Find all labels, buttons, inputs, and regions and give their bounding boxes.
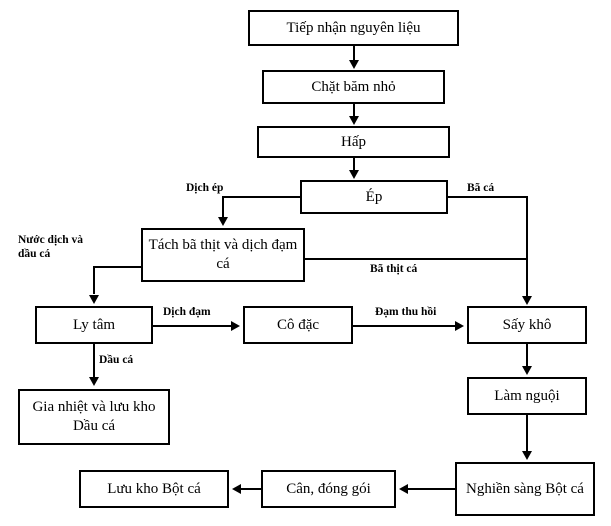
- node-label: Nghiền sàng Bột cá: [466, 480, 584, 497]
- arrowhead-n1-n2: [349, 60, 359, 69]
- connector-ep-baca-h: [446, 196, 528, 198]
- connector-baca-saykho-v: [526, 258, 528, 296]
- connector-baca-to-saykho-h: [300, 258, 528, 260]
- arrowhead-n5-lytam: [89, 295, 99, 304]
- node-label: Tách bã thịt và dịch đạm cá: [148, 237, 298, 272]
- node-label: Ly tâm: [72, 316, 116, 333]
- edge-label-dich-ep: Dịch ép: [186, 182, 224, 194]
- node-can-dong-goi: [261, 470, 396, 508]
- arrowhead-candonggoi-luukho: [232, 484, 241, 494]
- node-label: Cô đặc: [276, 316, 320, 333]
- arrowhead-lytam-codac: [231, 321, 240, 331]
- node-label: Lưu kho Bột cá: [107, 480, 201, 497]
- node-label: Gia nhiệt và lưu kho Dầu cá: [32, 399, 156, 434]
- edge-label-dich-dam: Dịch đạm: [163, 306, 211, 318]
- connector-lytam-codac: [153, 325, 231, 327]
- edge-label-nuoc-dich-va-dau-ca: Nước dịch và dầu cá: [18, 233, 96, 262]
- node-say-kho: [467, 306, 587, 344]
- connector-ep-baca-v: [526, 196, 528, 260]
- arrowhead-nghiensang-candonggoi: [399, 484, 408, 494]
- node-label: Tiếp nhận nguyên liệu: [286, 19, 421, 36]
- arrowhead-n2-n3: [349, 116, 359, 125]
- node-ly-tam: [35, 306, 153, 344]
- node-ep: [300, 180, 448, 214]
- node-hap: [257, 126, 450, 158]
- arrowhead-codac-saykho: [455, 321, 464, 331]
- arrowhead-baca-saykho: [522, 296, 532, 305]
- node-nghien-sang-bot-ca: [455, 462, 595, 516]
- node-gia-nhiet-va-luu-kho-dau-ca: [18, 389, 170, 445]
- node-luu-kho-bot-ca: [79, 470, 229, 508]
- connector-n5-lytam-v: [93, 266, 95, 294]
- arrowhead-n3-n4: [349, 170, 359, 179]
- edge-label-ba-ca: Bã cá: [467, 182, 495, 194]
- arrowhead-lamnguoi-nghiensang: [522, 451, 532, 460]
- arrowhead-saykho-lamnguoi: [522, 366, 532, 375]
- node-label: Sấy khô: [502, 316, 552, 333]
- connector-n5-lytam-h: [93, 266, 143, 268]
- connector-n1-n2: [353, 46, 355, 61]
- connector-lytam-gianhiet: [93, 344, 95, 377]
- arrowhead-lytam-gianhiet: [89, 377, 99, 386]
- connector-saykho-lamnguoi: [526, 344, 528, 366]
- connector-codac-saykho: [353, 325, 455, 327]
- connector-ep-dichep-v: [222, 196, 224, 218]
- node-chat-bam-nho: [262, 70, 445, 104]
- node-tach-ba-thit-va-dich-dam-ca: [141, 228, 305, 282]
- connector-nghiensang-candonggoi: [408, 488, 456, 490]
- node-label: Ép: [365, 188, 383, 205]
- connector-ep-dichep-h: [222, 196, 302, 198]
- node-lam-nguoi: [467, 377, 587, 415]
- node-label: Chặt băm nhỏ: [311, 78, 396, 95]
- arrowhead-dichep-n5: [218, 217, 228, 226]
- node-tiep-nhan-nguyen-lieu: [248, 10, 459, 46]
- edge-label-dau-ca: Dầu cá: [99, 354, 134, 366]
- node-label: Làm nguội: [494, 387, 560, 404]
- edge-label-ba-thit-ca: Bã thịt cá: [370, 263, 418, 275]
- connector-lamnguoi-nghiensang: [526, 415, 528, 451]
- edge-label-dam-thu-hoi: Đạm thu hồi: [375, 306, 437, 318]
- node-label: Hấp: [341, 133, 366, 150]
- node-co-dac: [243, 306, 353, 344]
- node-label: Cân, đóng gói: [286, 480, 371, 497]
- connector-candonggoi-luukho: [241, 488, 262, 490]
